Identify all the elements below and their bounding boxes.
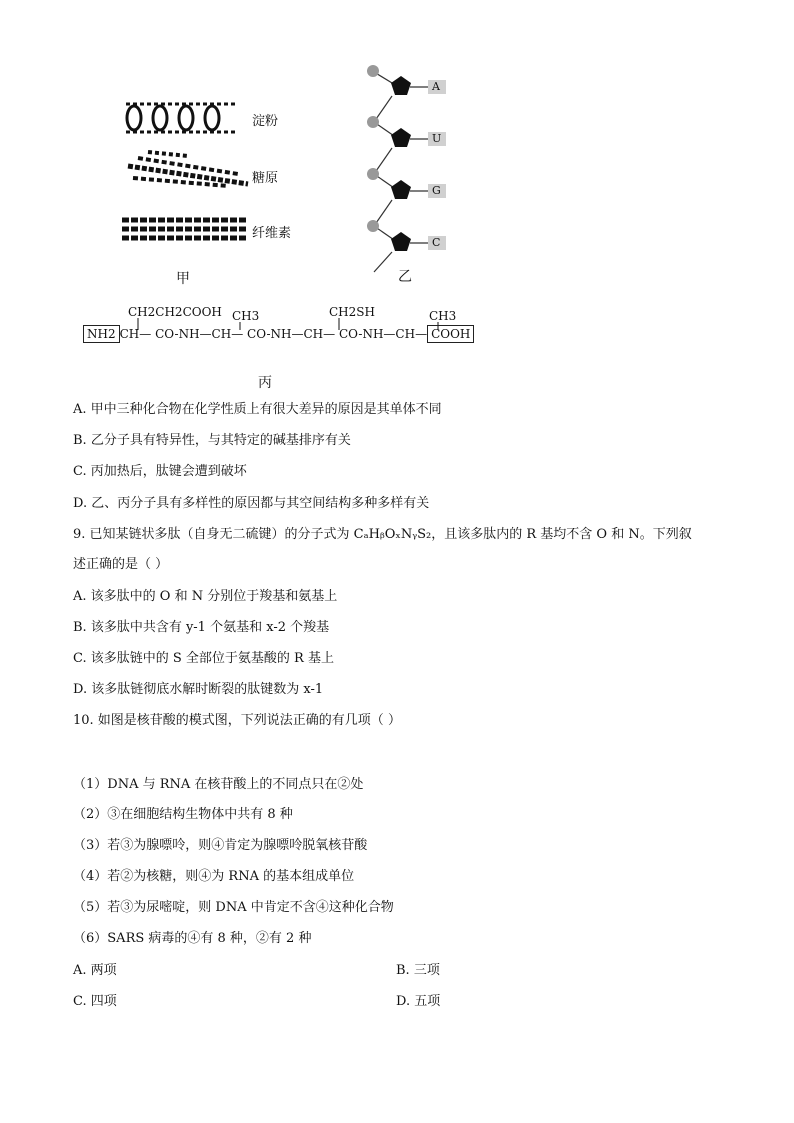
q8-option-b: B. 乙分子具有特异性，与其特定的碱基排序有关 <box>73 433 351 448</box>
q9-option-c: C. 该多肽链中的 S 全部位于氨基酸的 R 基上 <box>73 651 334 666</box>
q8-option-a: A. 甲中三种化合物在化学性质上有很大差异的原因是其单体不同 <box>73 402 442 417</box>
base-c: C <box>432 236 441 249</box>
q10-item-3: （3）若③为腺嘌呤，则④肯定为腺嘌呤脱氧核苷酸 <box>73 838 368 853</box>
glycogen-drawing <box>128 152 248 186</box>
base-a: A <box>432 80 440 93</box>
q8-option-c: C. 丙加热后，肽键会遭到破坏 <box>73 464 247 479</box>
r-group-3: CH2SH <box>329 305 375 319</box>
polysaccharide-illustration <box>118 96 253 256</box>
q10-item-5: （5）若③为尿嘧啶，则 DNA 中肯定不含④这种化合物 <box>73 900 394 915</box>
starch-drawing <box>126 104 236 132</box>
label-glycogen: 糖原 <box>252 171 279 186</box>
q10-option-a: A. 两项 <box>73 963 117 978</box>
q10-item-6: （6）SARS 病毒的④有 8 种，②有 2 种 <box>73 931 312 946</box>
label-cellulose: 纤维素 <box>252 226 292 241</box>
q10-option-d: D. 五项 <box>396 994 441 1009</box>
cellulose-drawing <box>122 220 246 238</box>
rna-strand-diagram <box>362 62 457 277</box>
base-g: G <box>432 184 441 197</box>
q10-option-b: B. 三项 <box>396 963 440 978</box>
r-group-4: CH3 <box>429 309 457 323</box>
q9-option-a: A. 该多肽中的 O 和 N 分别位于羧基和氨基上 <box>73 589 338 604</box>
q10-item-4: （4）若②为核糖，则④为 RNA 的基本组成单位 <box>73 869 355 884</box>
peptide-backbone <box>83 327 474 341</box>
amino-terminus: NH2 <box>83 325 120 343</box>
r-group-2: CH3 <box>232 309 260 323</box>
caption-jia: 甲 <box>176 271 190 287</box>
q10-item-2: （2）③在细胞结构生物体中共有 8 种 <box>73 807 293 822</box>
q9-stem-line1: 9. 已知某链状多肽（自身无二硫键）的分子式为 CₐHᵦOₓNᵧS₂，且该多肽内的 R 基均不含 O 和 N。下列叙 <box>73 527 692 542</box>
q10-item-1: （1）DNA 与 RNA 在核苷酸上的不同点只在②处 <box>73 777 364 792</box>
caption-yi: 乙 <box>398 269 412 285</box>
q8-option-d: D. 乙、丙分子具有多样性的原因都与其空间结构多种多样有关 <box>73 496 430 511</box>
q10-option-c: C. 四项 <box>73 994 117 1009</box>
q9-option-b: B. 该多肽中共含有 y-1 个氨基和 x-2 个羧基 <box>73 620 330 635</box>
caption-bing: 丙 <box>258 375 272 391</box>
carboxyl-terminus: COOH <box>427 325 474 343</box>
q9-option-d: D. 该多肽链彻底水解时断裂的肽键数为 x-1 <box>73 682 324 697</box>
r-group-1: CH2CH2COOH <box>128 305 222 319</box>
q10-stem: 10. 如图是核苷酸的模式图，下列说法正确的有几项（ ） <box>73 713 401 728</box>
q9-stem-line2: 述正确的是（ ） <box>73 557 169 572</box>
label-starch: 淀粉 <box>252 114 279 129</box>
base-u: U <box>432 132 442 145</box>
peptide-chain: CH— CO-NH—CH— CO-NH—CH— CO-NH—CH— <box>119 327 428 341</box>
